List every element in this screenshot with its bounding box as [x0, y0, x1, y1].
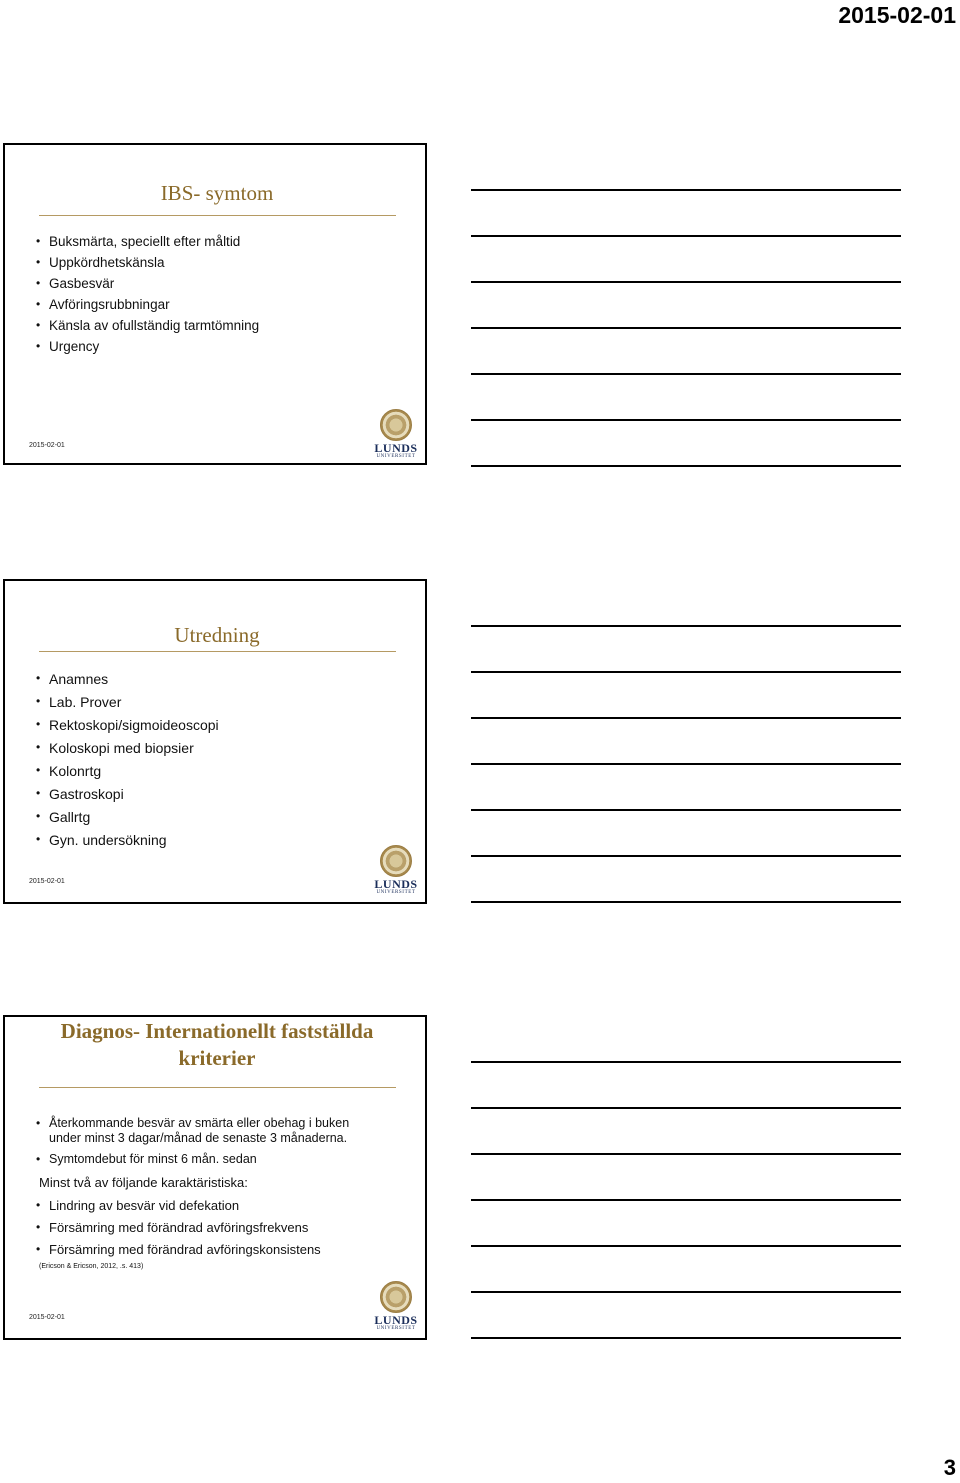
slide-title: IBS- symtom	[160, 181, 274, 205]
list-item: • Känsla av ofullständig tarmtömning	[5, 318, 259, 333]
note-line	[471, 1337, 901, 1339]
logo-main-text: LUNDS	[374, 441, 418, 455]
list-item: • Gasbesvär	[5, 276, 259, 291]
note-line	[471, 901, 901, 903]
slide-utredning	[3, 579, 427, 904]
list-item: • Återkommande besvär av smärta eller obehag i buken under minst 3 dagar/månad de senaste 3 månaderna.	[5, 1116, 405, 1146]
note-line	[471, 281, 901, 283]
logo-sub-text: UNIVERSITET	[376, 1326, 416, 1331]
note-line	[471, 855, 901, 857]
note-line	[471, 419, 901, 421]
note-line	[471, 671, 901, 673]
list-item: • Urgency	[5, 339, 259, 354]
list-item: • Gallrtg	[5, 809, 219, 825]
citation: (Ericson & Ericson, 2012, .s. 413)	[39, 1263, 144, 1270]
list-item: • Avföringsrubbningar	[5, 297, 259, 312]
list-item: • Anamnes	[5, 671, 219, 687]
note-line	[471, 327, 901, 329]
note-line	[471, 717, 901, 719]
list-item: • Symtomdebut för minst 6 mån. sedan	[5, 1152, 405, 1167]
logo-main-text: LUNDS	[374, 1313, 418, 1327]
note-line	[471, 235, 901, 237]
note-line	[471, 1199, 901, 1201]
note-line	[471, 1107, 901, 1109]
slide-title: Utredning	[174, 623, 260, 647]
note-line	[471, 809, 901, 811]
title-divider	[39, 215, 396, 216]
list-item: • Buksmärta, speciellt efter måltid	[5, 234, 259, 249]
slide-title	[5, 1018, 429, 1072]
logo-sub-text: UNIVERSITET	[376, 890, 416, 895]
slide-footer-date: 2015-02-01	[29, 442, 65, 449]
note-line	[471, 625, 901, 627]
note-line	[471, 1245, 901, 1247]
list-item: • Lab. Prover	[5, 694, 219, 710]
note-line	[471, 1153, 901, 1155]
list-item: • Koloskopi med biopsier	[5, 740, 219, 756]
criteria-intro: Minst två av följande karaktäristiska:	[39, 1175, 248, 1190]
note-line	[471, 373, 901, 375]
university-seal-icon	[380, 845, 412, 877]
slide-footer-date: 2015-02-01	[29, 1314, 65, 1321]
bullet-list	[5, 1116, 405, 1167]
logo-main-text: LUNDS	[374, 877, 418, 891]
note-line	[471, 1061, 901, 1063]
list-item: • Lindring av besvär vid defekation	[5, 1198, 321, 1213]
university-seal-icon	[380, 409, 412, 441]
note-line	[471, 189, 901, 191]
slide-diagnos	[3, 1015, 427, 1340]
page-date: 2015-02-01	[838, 2, 956, 28]
page-number: 3	[943, 1455, 956, 1480]
logo-sub-text: UNIVERSITET	[376, 454, 416, 459]
note-line	[471, 763, 901, 765]
slide-title-line: kriterier	[178, 1046, 256, 1070]
list-item: • Uppkördhetskänsla	[5, 255, 259, 270]
list-item: • Gyn. undersökning	[5, 832, 219, 848]
note-line	[471, 465, 901, 467]
bullet-list	[5, 671, 219, 848]
list-item: • Försämring med förändrad avföringsfrekvens	[5, 1220, 321, 1235]
slide-footer-date: 2015-02-01	[29, 878, 65, 885]
list-item: • Rektoskopi/sigmoideoscopi	[5, 717, 219, 733]
title-divider	[39, 1087, 396, 1088]
university-seal-icon	[380, 1281, 412, 1313]
list-item: • Gastroskopi	[5, 786, 219, 802]
bullet-list	[5, 234, 259, 354]
title-divider	[39, 651, 396, 652]
note-line	[471, 1291, 901, 1293]
list-item: • Kolonrtg	[5, 763, 219, 779]
list-item: • Försämring med förändrad avföringskonsistens	[5, 1242, 321, 1257]
slide-ibs-symtom	[3, 143, 427, 465]
slide-title-line: Diagnos- Internationellt fastställda	[60, 1019, 374, 1043]
bullet-list	[5, 1198, 321, 1257]
